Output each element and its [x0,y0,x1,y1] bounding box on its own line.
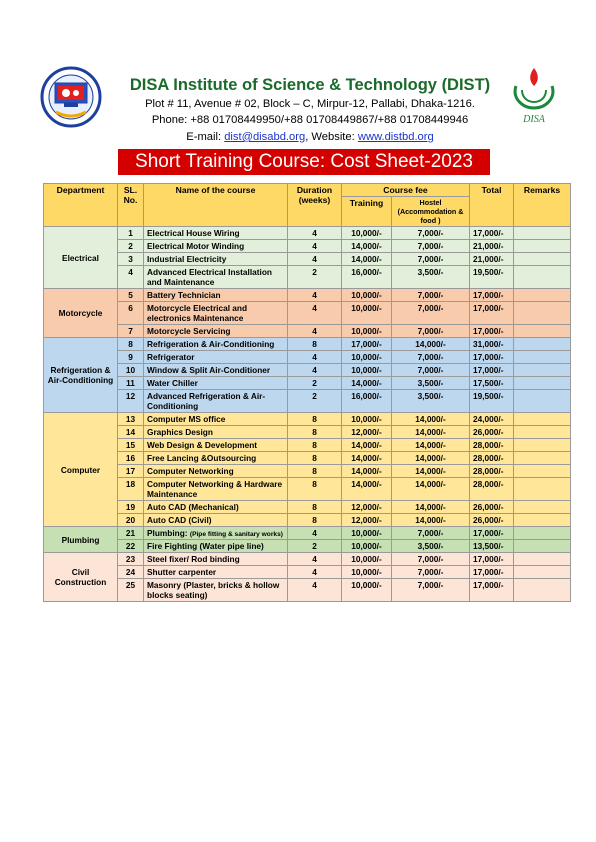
total-cell: 17,000/- [470,566,514,579]
course-cell: Battery Technician [144,289,288,302]
col-hostel: Hostel (Accommodation & food ) [392,197,470,227]
table-row [44,338,571,351]
sl-cell: 22 [118,540,144,553]
hostel-fee-cell: 14,000/- [392,478,470,501]
remarks-cell [514,413,571,426]
training-fee-cell: 14,000/- [342,377,392,390]
table-row [44,540,571,553]
table-body [44,227,571,602]
total-cell: 28,000/- [470,465,514,478]
remarks-cell [514,514,571,527]
total-cell: 28,000/- [470,452,514,465]
duration-cell: 8 [288,452,342,465]
hostel-fee-cell: 7,000/- [392,302,470,325]
hostel-fee-cell: 7,000/- [392,566,470,579]
remarks-cell [514,452,571,465]
remarks-cell [514,439,571,452]
hostel-fee-cell: 7,000/- [392,527,470,540]
training-fee-cell: 12,000/- [342,514,392,527]
hostel-fee-cell: 7,000/- [392,240,470,253]
training-fee-cell: 10,000/- [342,325,392,338]
col-total: Total [470,184,514,227]
table-row [44,364,571,377]
page-title: Short Training Course: Cost Sheet-2023 [118,149,490,175]
duration-cell: 8 [288,465,342,478]
hostel-fee-cell: 14,000/- [392,439,470,452]
table-row [44,227,571,240]
sl-cell: 16 [118,452,144,465]
remarks-cell [514,390,571,413]
total-cell: 17,000/- [470,302,514,325]
duration-cell: 2 [288,540,342,553]
training-fee-cell: 14,000/- [342,465,392,478]
table-row [44,390,571,413]
sl-cell: 21 [118,527,144,540]
duration-cell: 2 [288,377,342,390]
total-cell: 21,000/- [470,240,514,253]
course-name: Plumbing: [147,528,190,538]
training-fee-cell: 17,000/- [342,338,392,351]
duration-cell: 4 [288,302,342,325]
training-fee-cell: 12,000/- [342,426,392,439]
department-cell: Refrigeration & Air-Conditioning [44,338,118,413]
duration-cell: 4 [288,579,342,602]
email-link[interactable]: dist@disabd.org [224,131,306,143]
sl-cell: 23 [118,553,144,566]
hostel-fee-cell: 3,500/- [392,540,470,553]
duration-cell: 4 [288,227,342,240]
phone-line: Phone: +88 01708449950/+88 01708449867/+88 01708449946 [151,114,469,126]
sl-cell: 3 [118,253,144,266]
training-fee-cell: 10,000/- [342,289,392,302]
total-cell: 17,000/- [470,553,514,566]
table-row [44,266,571,289]
svg-text:DISA: DISA [523,114,545,125]
hostel-fee-cell: 7,000/- [392,289,470,302]
sl-cell: 6 [118,302,144,325]
duration-cell: 4 [288,253,342,266]
remarks-cell [514,553,571,566]
course-cell: Masonry (Plaster, bricks & hollow blocks seating) [144,579,288,602]
hostel-fee-cell: 14,000/- [392,465,470,478]
disa-logo-icon [508,64,560,126]
department-cell: Motorcycle [44,289,118,338]
course-cell: Fire Fighting (Water pipe line) [144,540,288,553]
hostel-fee-cell: 14,000/- [392,426,470,439]
total-cell: 26,000/- [470,426,514,439]
sl-cell: 19 [118,501,144,514]
table-row [44,413,571,426]
course-cell: Steel fixer/ Rod binding [144,553,288,566]
sl-cell: 1 [118,227,144,240]
col-course: Name of the course [144,184,288,227]
remarks-cell [514,325,571,338]
sl-cell: 4 [118,266,144,289]
page-header [0,60,596,150]
course-cell: Electrical Motor Winding [144,240,288,253]
remarks-cell [514,465,571,478]
remarks-cell [514,566,571,579]
total-cell: 17,000/- [470,289,514,302]
course-cell: Motorcycle Electrical and electronics Maintenance [144,302,288,325]
total-cell: 13,500/- [470,540,514,553]
remarks-cell [514,289,571,302]
course-cell: Web Design & Development [144,439,288,452]
website-label: , Website: [305,131,358,143]
course-cell: Advanced Electrical Installation and Maintenance [144,266,288,289]
course-cell: Motorcycle Servicing [144,325,288,338]
training-fee-cell: 16,000/- [342,266,392,289]
table-row [44,351,571,364]
hostel-fee-cell: 7,000/- [392,553,470,566]
hostel-fee-cell: 14,000/- [392,413,470,426]
training-fee-cell: 16,000/- [342,390,392,413]
duration-cell: 4 [288,325,342,338]
table-row [44,553,571,566]
duration-cell: 8 [288,413,342,426]
course-cell: Shutter carpenter [144,566,288,579]
sl-cell: 10 [118,364,144,377]
table-row [44,579,571,602]
course-cell: Computer Networking [144,465,288,478]
hostel-fee-cell: 14,000/- [392,514,470,527]
duration-cell: 4 [288,553,342,566]
institute-name: DISA Institute of Science & Technology (DIST) [129,76,491,94]
remarks-cell [514,338,571,351]
duration-cell: 4 [288,351,342,364]
sl-cell: 20 [118,514,144,527]
total-cell: 24,000/- [470,413,514,426]
email-label: E-mail: [186,131,225,143]
training-fee-cell: 14,000/- [342,478,392,501]
duration-cell: 4 [288,527,342,540]
total-cell: 31,000/- [470,338,514,351]
training-fee-cell: 10,000/- [342,579,392,602]
remarks-cell [514,227,571,240]
table-row [44,302,571,325]
training-fee-cell: 10,000/- [342,527,392,540]
hostel-fee-cell: 3,500/- [392,390,470,413]
hostel-fee-cell: 3,500/- [392,377,470,390]
sl-cell: 12 [118,390,144,413]
col-remarks: Remarks [514,184,571,227]
table-row [44,514,571,527]
department-cell: Plumbing [44,527,118,553]
hostel-fee-cell: 14,000/- [392,452,470,465]
table-row [44,240,571,253]
sl-cell: 15 [118,439,144,452]
training-fee-cell: 14,000/- [342,439,392,452]
course-cell: Refrigerator [144,351,288,364]
sl-cell: 18 [118,478,144,501]
duration-cell: 2 [288,266,342,289]
total-cell: 17,000/- [470,325,514,338]
training-fee-cell: 10,000/- [342,364,392,377]
duration-cell: 8 [288,514,342,527]
table-row [44,377,571,390]
sl-cell: 24 [118,566,144,579]
total-cell: 26,000/- [470,501,514,514]
sl-cell: 7 [118,325,144,338]
training-fee-cell: 14,000/- [342,240,392,253]
remarks-cell [514,364,571,377]
cost-sheet-table [43,183,571,602]
remarks-cell [514,527,571,540]
remarks-cell [514,253,571,266]
hostel-fee-cell: 3,500/- [392,266,470,289]
department-cell: Civil Construction [44,553,118,602]
training-fee-cell: 10,000/- [342,413,392,426]
total-cell: 17,000/- [470,351,514,364]
col-training: Training [342,197,392,227]
sl-cell: 5 [118,289,144,302]
course-cell: Graphics Design [144,426,288,439]
course-cell: Auto CAD (Mechanical) [144,501,288,514]
total-cell: 17,000/- [470,579,514,602]
table-row [44,439,571,452]
hostel-fee-cell: 7,000/- [392,253,470,266]
table-header [44,184,571,227]
course-cell [144,527,288,540]
department-cell: Electrical [44,227,118,289]
duration-cell: 8 [288,338,342,351]
contact-line [110,131,510,143]
hostel-fee-cell: 7,000/- [392,364,470,377]
course-note: (Pipe fitting & sanitary works) [189,531,283,538]
col-sl: SL. No. [118,184,144,227]
table-row [44,566,571,579]
course-cell: Water Chiller [144,377,288,390]
duration-cell: 8 [288,439,342,452]
remarks-cell [514,266,571,289]
training-fee-cell: 14,000/- [342,253,392,266]
remarks-cell [514,426,571,439]
duration-cell: 8 [288,501,342,514]
course-cell: Refrigeration & Air-Conditioning [144,338,288,351]
col-department: Department [44,184,118,227]
course-cell: Industrial Electricity [144,253,288,266]
sl-cell: 14 [118,426,144,439]
remarks-cell [514,579,571,602]
total-cell: 17,000/- [470,364,514,377]
address-line: Plot # 11, Avenue # 02, Block – C, Mirpur-12, Pallabi, Dhaka-1216. [145,98,475,110]
course-cell: Advanced Refrigeration & Air-Conditioning [144,390,288,413]
table-row [44,501,571,514]
dist-logo-icon [40,66,102,128]
total-cell: 19,500/- [470,390,514,413]
remarks-cell [514,377,571,390]
course-cell: Electrical House Wiring [144,227,288,240]
duration-cell: 8 [288,426,342,439]
remarks-cell [514,501,571,514]
total-cell: 17,000/- [470,527,514,540]
sl-cell: 11 [118,377,144,390]
duration-cell: 4 [288,240,342,253]
total-cell: 19,500/- [470,266,514,289]
total-cell: 28,000/- [470,439,514,452]
course-cell: Computer MS office [144,413,288,426]
duration-cell: 4 [288,566,342,579]
course-cell: Free Lancing &Outsourcing [144,452,288,465]
training-fee-cell: 12,000/- [342,501,392,514]
duration-cell: 2 [288,390,342,413]
remarks-cell [514,302,571,325]
course-cell: Window & Split Air-Conditioner [144,364,288,377]
sl-cell: 13 [118,413,144,426]
hostel-fee-cell: 7,000/- [392,325,470,338]
sl-cell: 25 [118,579,144,602]
col-course-fee: Course fee [342,184,470,197]
training-fee-cell: 10,000/- [342,553,392,566]
sl-cell: 17 [118,465,144,478]
training-fee-cell: 10,000/- [342,351,392,364]
total-cell: 28,000/- [470,478,514,501]
hostel-fee-cell: 14,000/- [392,501,470,514]
remarks-cell [514,351,571,364]
training-fee-cell: 10,000/- [342,227,392,240]
sl-cell: 2 [118,240,144,253]
sl-cell: 8 [118,338,144,351]
hostel-fee-cell: 7,000/- [392,351,470,364]
table-row [44,426,571,439]
remarks-cell [514,540,571,553]
col-duration: Duration (weeks) [288,184,342,227]
hostel-fee-cell: 14,000/- [392,338,470,351]
table-row [44,452,571,465]
sl-cell: 9 [118,351,144,364]
duration-cell: 8 [288,478,342,501]
course-cell: Computer Networking & Hardware Maintenance [144,478,288,501]
table-row [44,527,571,540]
website-link[interactable]: www.distbd.org [357,131,434,143]
hostel-fee-cell: 7,000/- [392,227,470,240]
training-fee-cell: 10,000/- [342,302,392,325]
training-fee-cell: 14,000/- [342,452,392,465]
table-row [44,325,571,338]
training-fee-cell: 10,000/- [342,540,392,553]
total-cell: 21,000/- [470,253,514,266]
hostel-fee-cell: 7,000/- [392,579,470,602]
total-cell: 26,000/- [470,514,514,527]
remarks-cell [514,240,571,253]
training-fee-cell: 10,000/- [342,566,392,579]
table-row [44,465,571,478]
table-row [44,478,571,501]
total-cell: 17,000/- [470,227,514,240]
duration-cell: 4 [288,364,342,377]
duration-cell: 4 [288,289,342,302]
table-row [44,253,571,266]
total-cell: 17,500/- [470,377,514,390]
table-row [44,289,571,302]
department-cell: Computer [44,413,118,527]
remarks-cell [514,478,571,501]
course-cell: Auto CAD (Civil) [144,514,288,527]
